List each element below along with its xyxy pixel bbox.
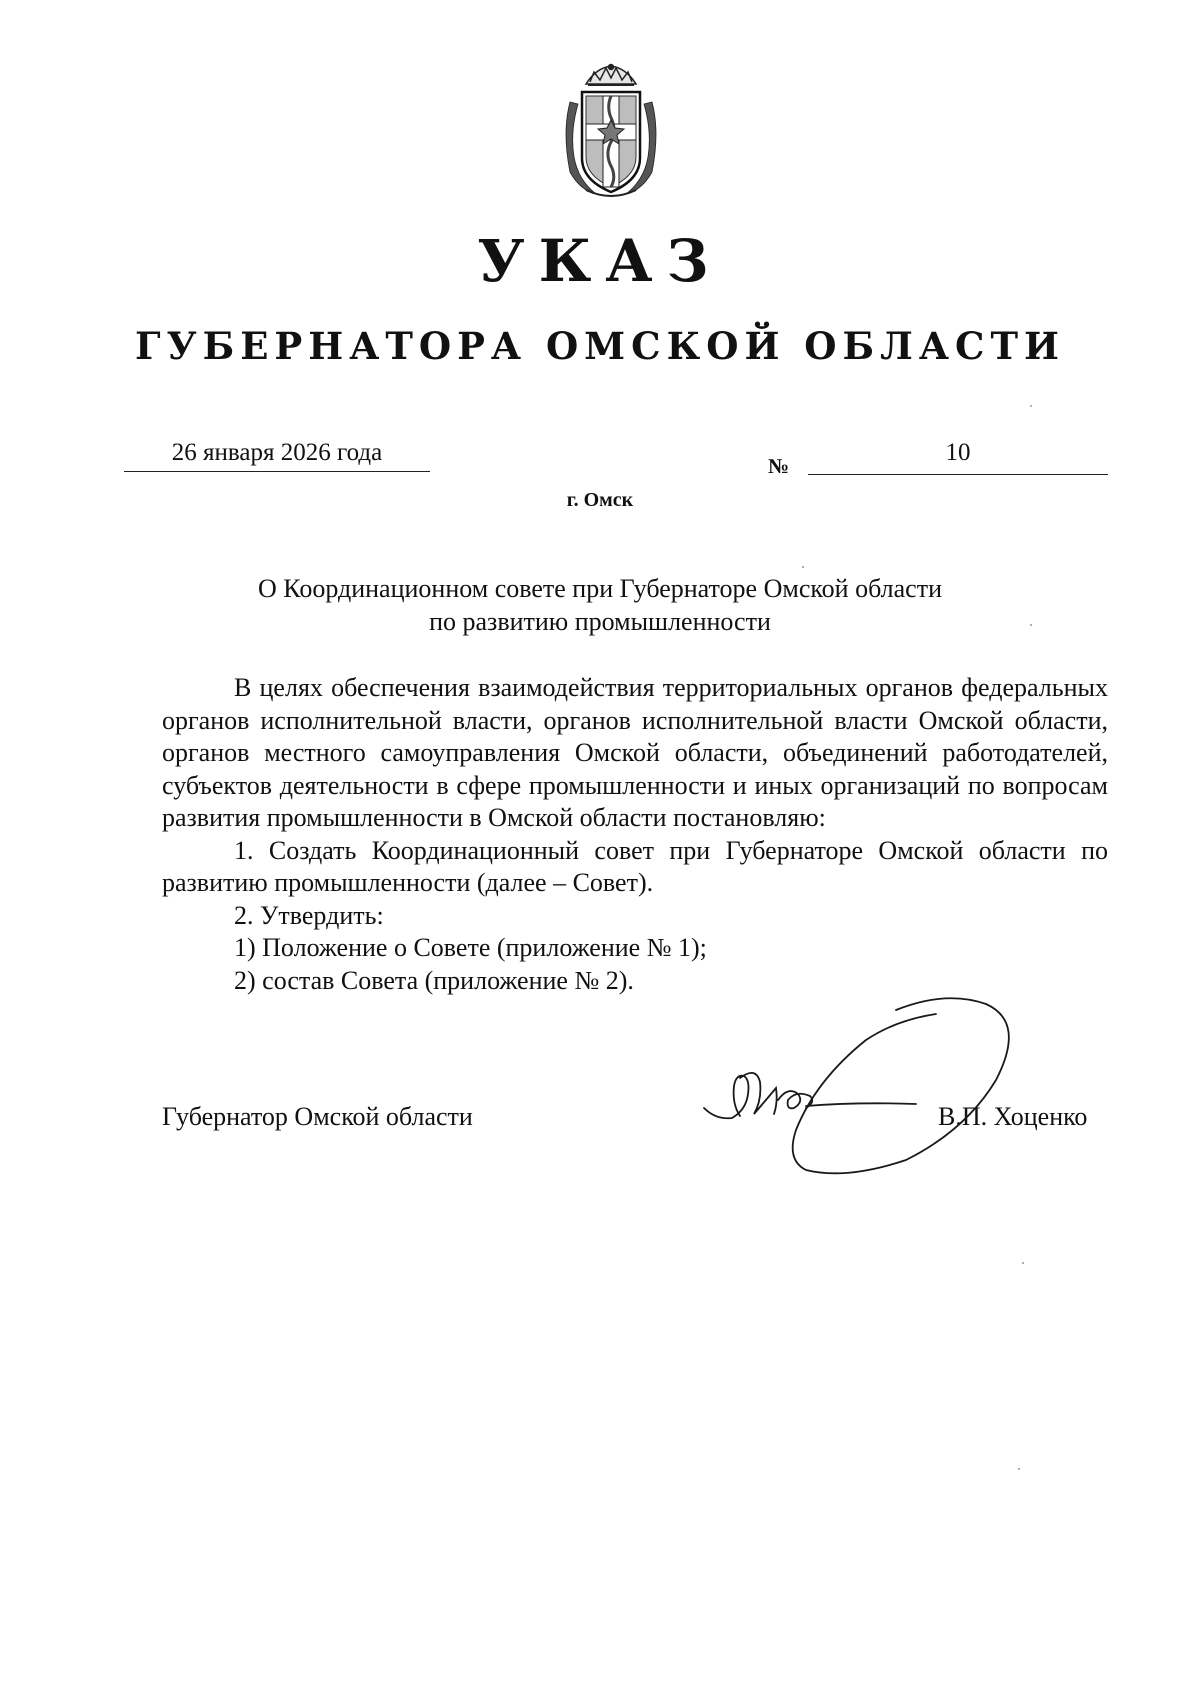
handwritten-signature	[696, 970, 1076, 1190]
decree-body	[162, 672, 1108, 997]
decree-issuer: ГУБЕРНАТОРА ОМСКОЙ ОБЛАСТИ	[135, 324, 1065, 368]
scan-speck	[1030, 624, 1032, 626]
decree-number: 10	[945, 439, 971, 466]
omsk-coat-of-arms-emblem	[556, 62, 666, 202]
scan-speck	[1018, 1468, 1020, 1470]
decree-subject	[0, 572, 1200, 638]
item-1-paragraph: 1. Создать Координационный совет при Губернаторе Омской области по развитию промышленности (далее – Совет).	[162, 835, 1108, 897]
subject-line-1: О Координационном совете при Губернаторе Омской области	[258, 574, 942, 603]
decree-city: г. Омск	[566, 489, 634, 511]
scan-speck	[802, 566, 804, 568]
decree-title: УКАЗ	[477, 227, 723, 295]
item-2-paragraph: 2. Утвердить:	[234, 900, 384, 930]
preamble-paragraph: В целях обеспечения взаимодействия территориальных органов федеральных органов исполнительной власти, органов исполнительной власти Омской области, органов местного самоуправления Омской области, объединений работодателей, субъектов деятельности в сфере промышленности и иных организаций по вопросам развития промышленности в Омской области постановляю:	[162, 673, 1108, 832]
signatory-position: Губернатор Омской области	[162, 1102, 473, 1131]
number-sign: №	[768, 454, 790, 478]
number-underline	[808, 474, 1108, 475]
scan-speck	[1022, 1262, 1024, 1264]
item-2-sub-1: 1) Положение о Совете (приложение № 1);	[234, 933, 707, 962]
decree-date: 26 января 2026 года	[171, 439, 383, 466]
item-2-sub-2: 2) состав Совета (приложение № 2).	[234, 965, 634, 995]
signatory-name: В.П. Хоценко	[938, 1102, 1088, 1131]
date-underline	[124, 471, 430, 472]
subject-line-2: по развитию промышленности	[429, 607, 771, 636]
scan-speck	[1030, 405, 1032, 407]
